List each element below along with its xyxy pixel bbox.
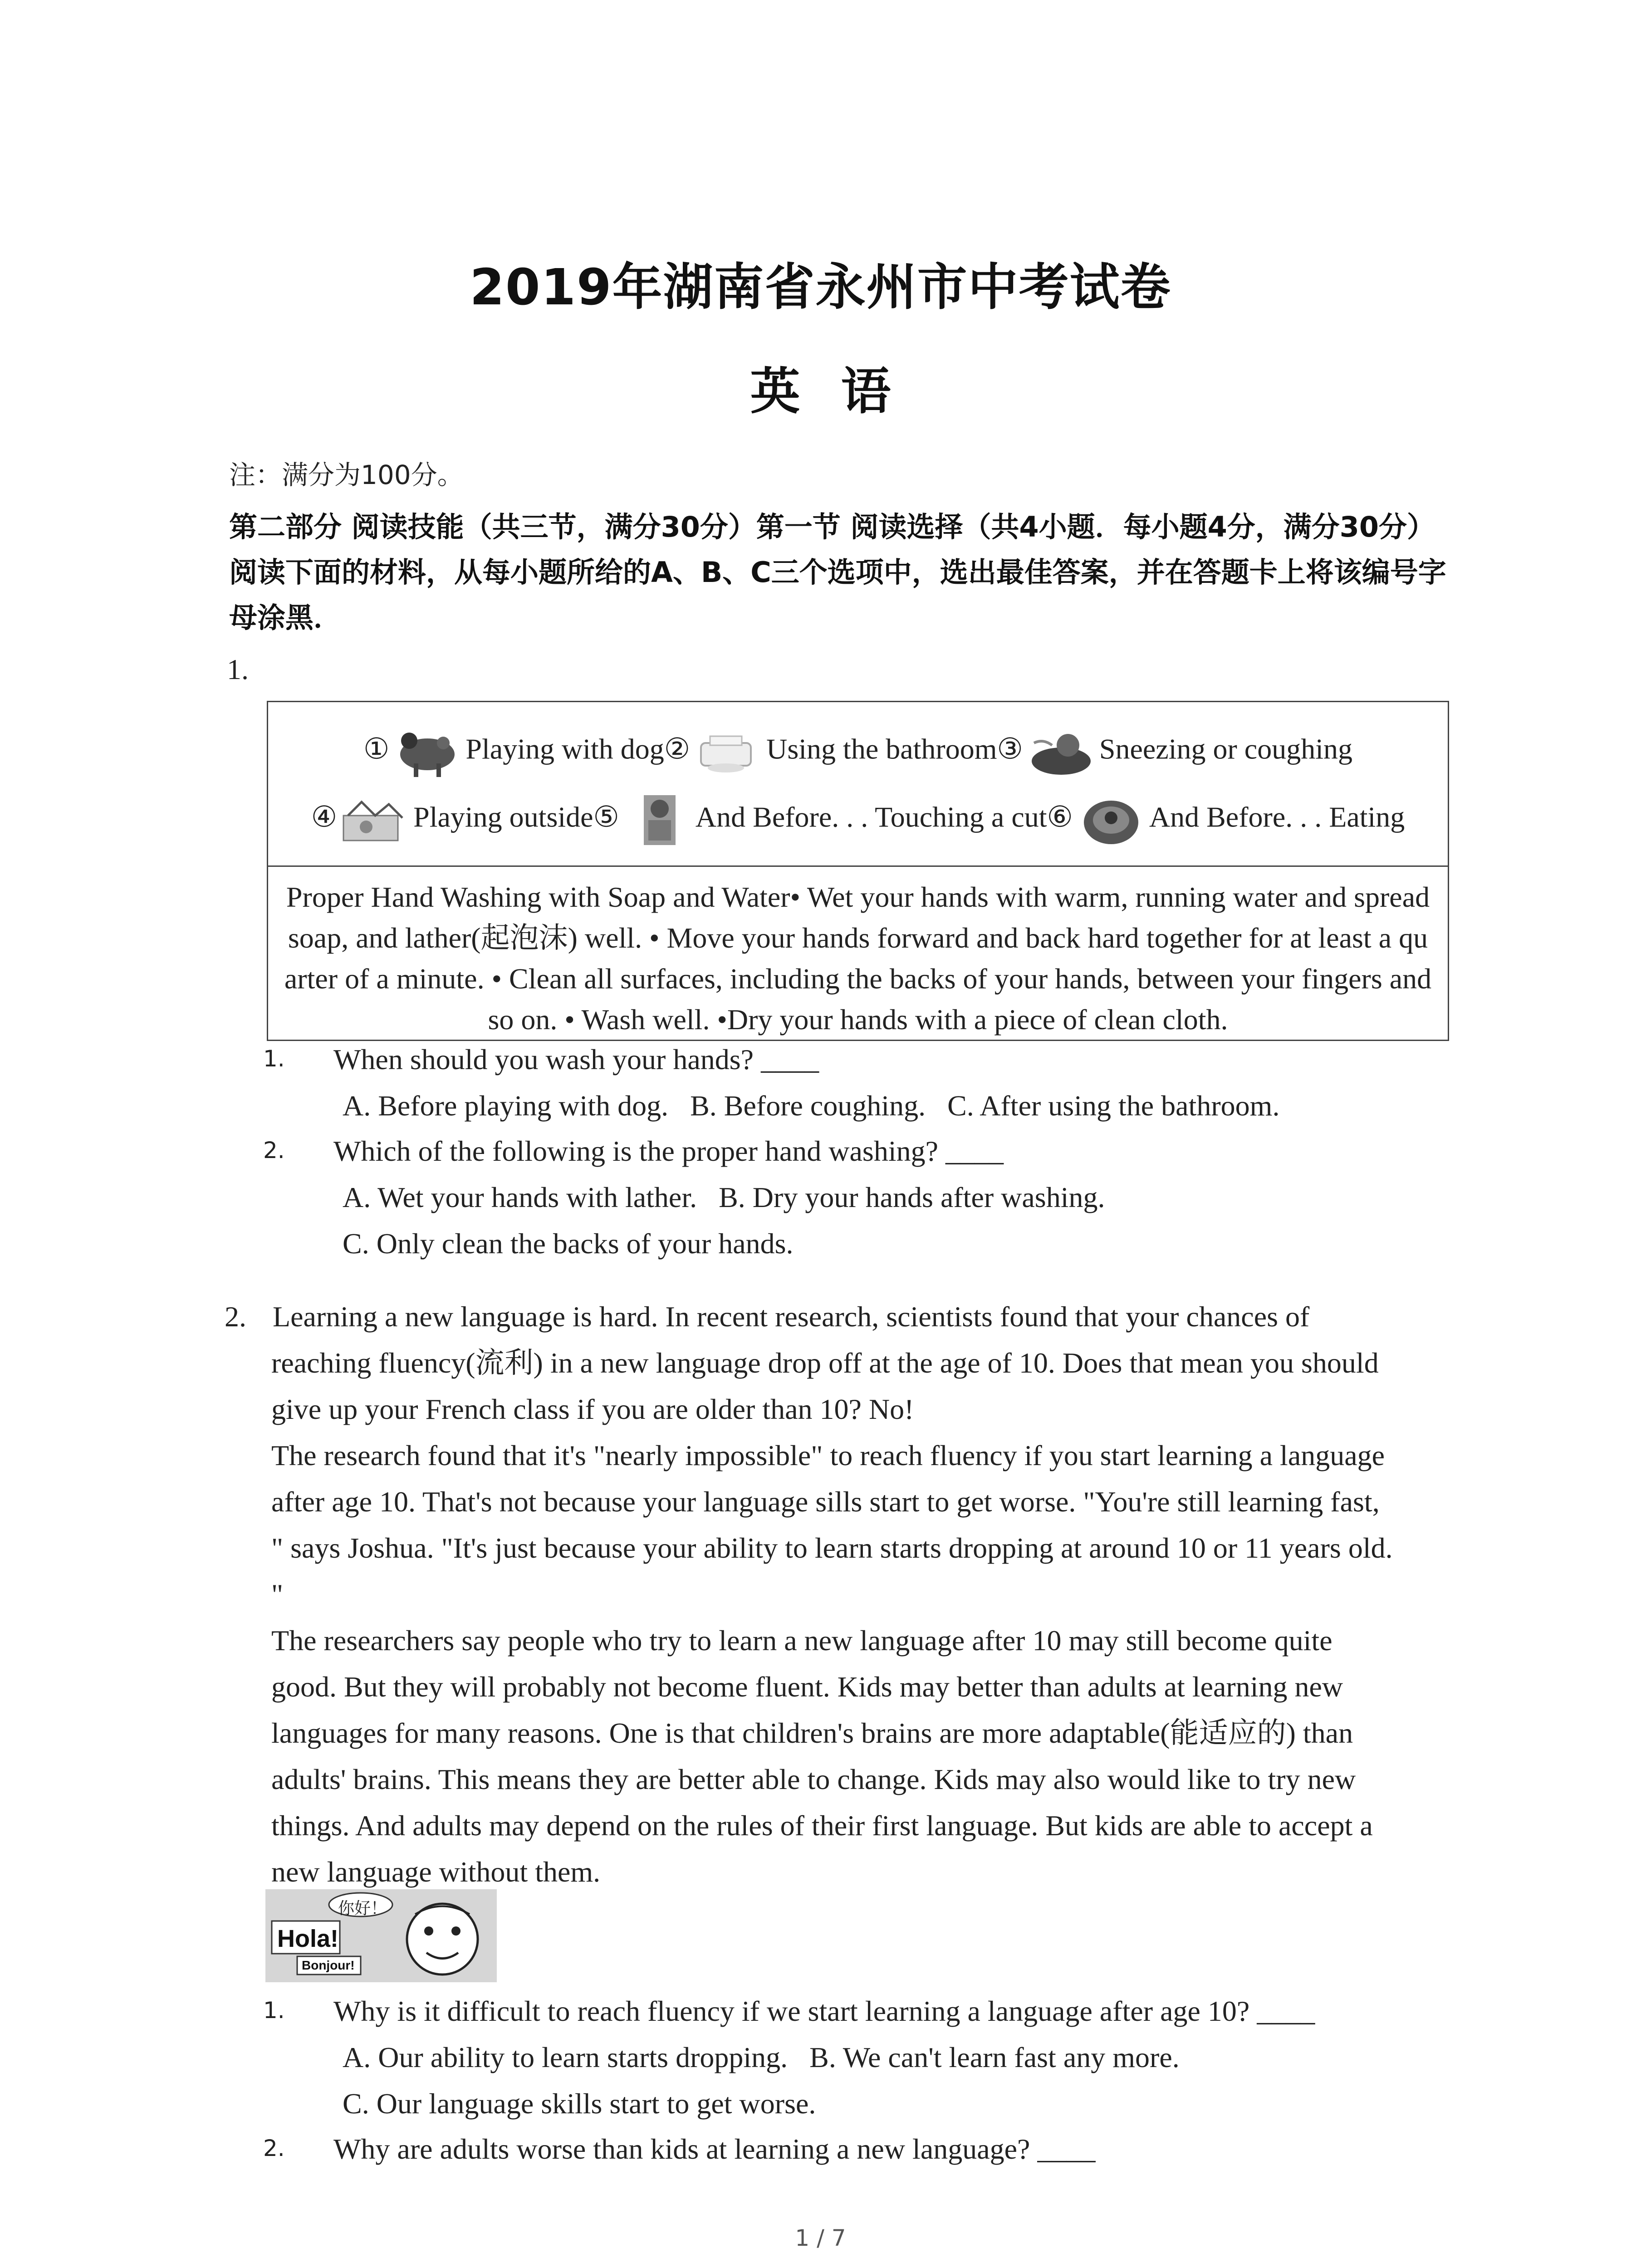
passage-line: The researchers say people who try to learn a new language after 10 may still become quite: [271, 1624, 1332, 1657]
passage-line: Learning a new language is hard. In recent research, scientists found that your chances of: [273, 1300, 1310, 1333]
hola-text: Hola!: [277, 1925, 338, 1952]
situations-cell: [268, 702, 1448, 867]
dog-icon: [391, 725, 464, 779]
question-options: A. Our ability to learn starts dropping. B. We can't learn fast any more.: [343, 2041, 1180, 2073]
passage-line: good. But they will probably not become fluent. Kids may better than adults at learning new: [271, 1671, 1343, 1703]
question-number: 2.: [263, 2135, 285, 2161]
question-text: Why are adults worse than kids at learning a new language? ____: [333, 2133, 1096, 2165]
outside-icon: [339, 793, 411, 847]
question-options: A. Before playing with dog. B. Before coughing. C. After using the bathroom.: [343, 1090, 1280, 1122]
passage-line: languages for many reasons. One is that children's brains are more adaptable(能适应的) than: [271, 1717, 1353, 1749]
passage-line: ": [271, 1578, 284, 1610]
question-text: When should you wash your hands? ____: [333, 1043, 819, 1075]
situations-line-1: ① Playing with dog② Using the bathroom③ Sneezing or coughing: [268, 725, 1448, 779]
question-text: Which of the following is the proper hand washing? ____: [333, 1135, 1004, 1167]
passage-line: give up your French class if you are older than 10? No!: [271, 1393, 914, 1425]
sneezing-icon: [1025, 725, 1097, 779]
passage-line: " says Joshua. "It's just because your ability to learn starts dropping at around 10 or 11 years old.: [271, 1532, 1393, 1564]
passage-line: The research found that it's "nearly impossible" to reach fluency if you start learning a language: [271, 1439, 1385, 1471]
question-number: 1.: [263, 1997, 285, 2024]
passage-line: reaching fluency(流利) in a new language drop off at the age of 10. Does that mean you should: [271, 1347, 1379, 1379]
hello-chinese-text: 你好！: [338, 1899, 387, 1918]
situations-line-2: ④ Playing outside⑤ And Before. . . Touching a cut⑥ And Before. . . Eating: [268, 793, 1448, 847]
passage-line: new language without them.: [271, 1856, 601, 1888]
passage-number: 2.: [225, 1300, 246, 1333]
question-text: Why is it difficult to reach fluency if we start learning a language after age 10? ____: [333, 1995, 1315, 2027]
question-options: C. Only clean the backs of your hands.: [343, 1227, 794, 1260]
hand-washing-table: [267, 701, 1449, 1041]
page-number: 1 / 7: [795, 2225, 846, 2251]
greetings-image: [265, 1889, 497, 1982]
question-number: 2.: [263, 1137, 285, 1163]
passage-number: 1.: [227, 653, 249, 685]
passage-line: after age 10. That's not because your language sills start to get worse. "You're still learning fast,: [271, 1486, 1380, 1518]
question-options: A. Wet your hands with lather. B. Dry your hands after washing.: [343, 1181, 1105, 1213]
passage-line: adults' brains. This means they are better able to change. Kids may also would like to try new: [271, 1763, 1356, 1795]
question-options: C. Our language skills start to get worse.: [343, 2087, 816, 2120]
score-note: 注：满分为100分。: [229, 459, 464, 490]
passage-2-text: [271, 1294, 1474, 1895]
bathroom-icon: [692, 725, 764, 779]
hand-washing-steps: Proper Hand Washing with Soap and Water• Wet your hands with warm, running water and spread soap, and lather(起泡沫) well. • Move your hands forward and back hard together for at least a quarter of a minute. • Clean all surfaces, including the backs of your hands, between your fingers and so on. • Wash well. •Dry your hands with a piece of clean cloth.: [284, 881, 1432, 1036]
passage-line: things. And adults may depend on the rules of their first language. But kids are able to accept a: [271, 1809, 1373, 1842]
subject-title: 英语: [750, 362, 932, 420]
section-instructions: 第二部分 阅读技能（共三节，满分30分）第一节 阅读选择（共4小题．每小题4分，满分30分）阅读下面的材料，从每小题所给的A、B、C三个选项中，选出最佳答案，并在答题卡上将该编号字母涂黑．: [229, 510, 1446, 634]
question-number: 1.: [263, 1046, 285, 1072]
exam-title: 2019年湖南省永州市中考试卷: [470, 258, 1171, 316]
cut-icon: [621, 793, 694, 847]
eating-icon: [1075, 793, 1147, 847]
bonjour-text: Bonjour!: [302, 1958, 355, 1972]
